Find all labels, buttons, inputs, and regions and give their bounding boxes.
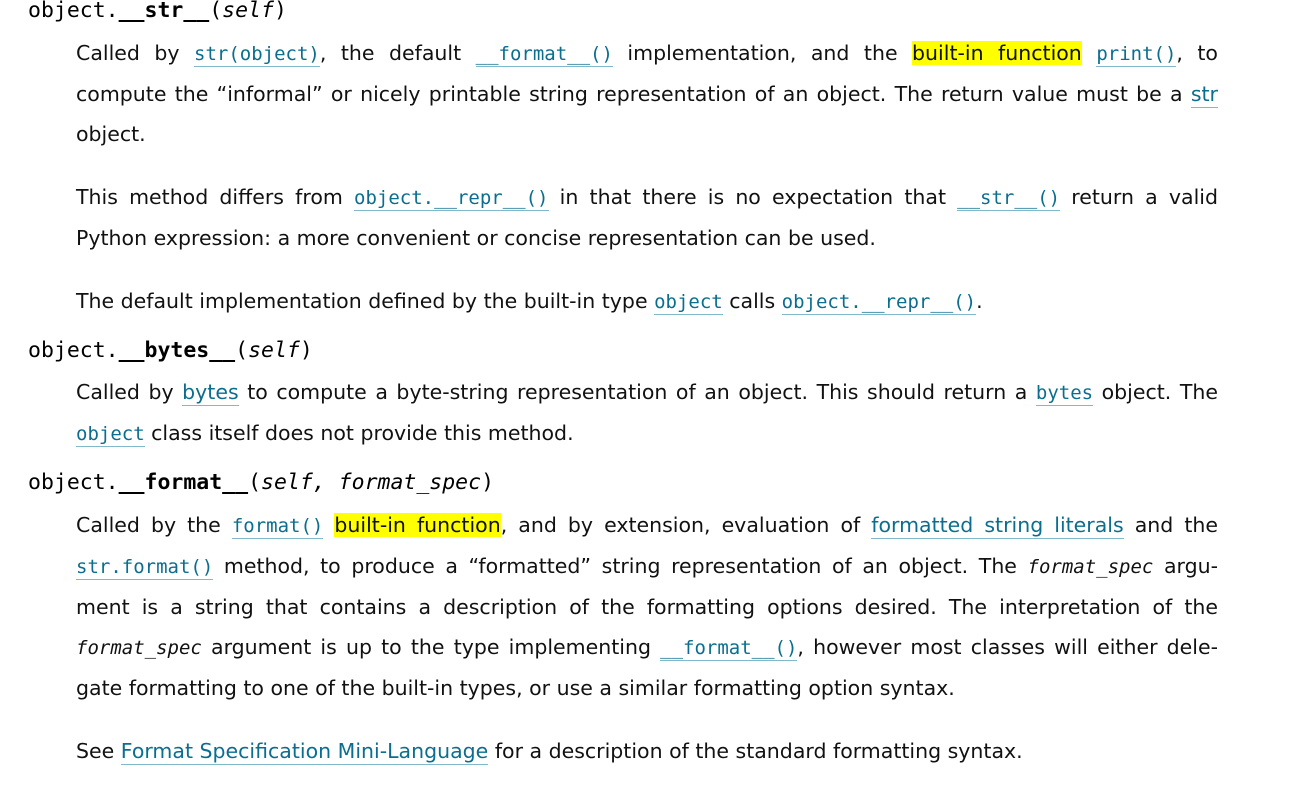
signature-bytes	[28, 337, 1218, 363]
text-run	[323, 513, 334, 537]
paragraph	[76, 731, 1218, 771]
text-run: to compute a byte-string representation of an object. This should return a	[238, 380, 1036, 404]
signature-params: self	[222, 0, 274, 23]
signature-open-paren: (	[248, 470, 262, 495]
signature-method-name: __format__	[118, 470, 249, 495]
text-run: return a valid Python expression: a more convenient or concise representation can be used.	[76, 184, 1218, 250]
signature-owner: object.	[28, 337, 119, 363]
text-run: and the	[1123, 512, 1218, 537]
text-run: implementation, and the	[612, 40, 913, 65]
text-run: This method differs from	[76, 184, 355, 209]
link-str-object[interactable]: str(object)	[194, 42, 320, 65]
text-run: Called by	[76, 40, 195, 65]
text-run: The default implementation defined by the built-in type	[76, 288, 655, 313]
text-run: , to compute the “informal” or nicely printable string representation of an object. The return value must be a	[76, 40, 1218, 106]
link-format-dunder[interactable]: __format__()	[475, 42, 613, 65]
paragraph	[76, 505, 1218, 708]
text-run: Called by	[76, 380, 183, 404]
signature-params: self	[248, 337, 300, 363]
highlight-built-in-function-1: built-in function	[912, 40, 1082, 65]
text-run: class itself does not provide this method.	[144, 421, 574, 445]
signature-method-name: __str__	[118, 0, 210, 23]
link-object-class[interactable]: object	[76, 423, 145, 445]
highlight-built-in-function-2: built-in function	[334, 512, 501, 537]
link-str-dunder[interactable]: __str__()	[957, 186, 1061, 209]
link-formatted-string-literals[interactable]: formatted string literals	[871, 512, 1124, 537]
link-object-repr[interactable]: object.__repr__()	[354, 186, 549, 209]
signature-method-name: __bytes__	[118, 337, 236, 363]
param-format-spec-1: format_spec	[1027, 555, 1154, 578]
text-run: See	[76, 738, 121, 763]
doc-entry-str	[28, 0, 1218, 322]
signature-format	[28, 472, 1218, 494]
link-format-specification-mini-language[interactable]: Format Specification Mini-Language	[120, 738, 489, 763]
text-run	[1082, 41, 1097, 65]
signature-close-paren: )	[299, 337, 313, 363]
doc-entry-bytes	[28, 337, 1219, 455]
link-format-dunder-2[interactable]: __format__()	[660, 636, 798, 659]
paragraph	[76, 281, 1218, 322]
signature-owner: object.	[28, 470, 119, 495]
paragraph	[76, 177, 1218, 258]
text-run: object.	[76, 121, 146, 146]
signature-open-paren: (	[209, 0, 223, 23]
text-run: in that there is no expectation that	[548, 184, 958, 209]
text-run: , however most classes will either dele-gate formatting to one of the built-in types, or use a similar formatting option syntax.	[76, 634, 1219, 700]
doc-entry-str-body	[76, 33, 1218, 322]
text-run: , and by extension, evaluation of	[500, 512, 872, 537]
link-str-format[interactable]: str.format()	[76, 555, 214, 578]
link-object-repr-2[interactable]: object.__repr__()	[781, 290, 977, 313]
text-run: argument is up to the type implementing	[201, 634, 661, 659]
paragraph	[76, 33, 1218, 154]
signature-str	[28, 0, 1218, 22]
link-bytes[interactable]: bytes	[182, 380, 239, 404]
signature-owner: object.	[28, 0, 119, 23]
doc-entry-bytes-body	[76, 372, 1218, 454]
doc-entry-format	[28, 472, 1218, 771]
signature-close-paren: )	[273, 0, 287, 23]
text-run: for a description of the standard formatting syntax.	[488, 738, 1023, 763]
link-str[interactable]: str	[1190, 81, 1218, 106]
paragraph	[76, 372, 1218, 454]
link-format-builtin[interactable]: format()	[231, 514, 324, 537]
param-format-spec-2: format_spec	[76, 636, 202, 659]
link-object[interactable]: object	[654, 290, 723, 313]
signature-close-paren: )	[481, 470, 495, 495]
doc-entry-format-body	[76, 505, 1218, 771]
signature-params: self, format_spec	[261, 470, 482, 495]
text-run: Called by the	[76, 512, 232, 537]
text-run: object. The	[1093, 380, 1219, 404]
text-run: argu-ment is a string that contains a description of the formatting options desired. The interpretation of the	[76, 553, 1218, 619]
text-run: .	[976, 288, 983, 313]
text-run: , the default	[319, 40, 476, 65]
text-run: calls	[722, 288, 782, 313]
text-run: method, to produce a “formatted” string representation of an object. The	[213, 553, 1028, 578]
signature-open-paren: (	[235, 337, 249, 363]
link-bytes-type[interactable]: bytes	[1035, 382, 1094, 404]
link-print[interactable]: print()	[1096, 42, 1177, 65]
